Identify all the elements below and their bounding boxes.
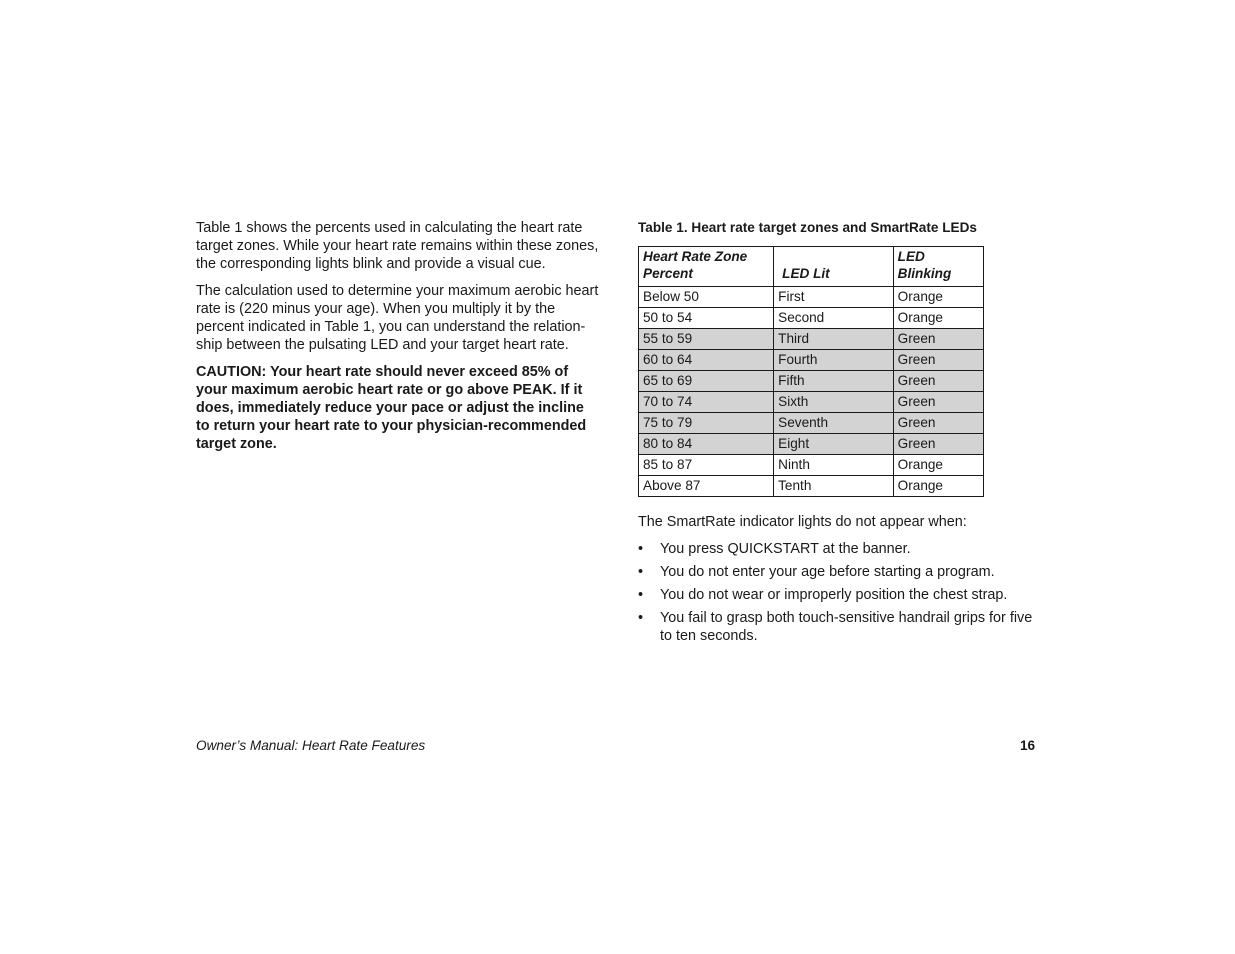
page-number: 16 [1020, 738, 1036, 753]
led-lit-cell: Fifth [774, 371, 894, 392]
led-lit-cell: Ninth [774, 455, 894, 476]
zone-cell: 70 to 74 [639, 392, 774, 413]
zone-cell: Below 50 [639, 287, 774, 308]
list-item-text: You fail to grasp both touch-sensitive handrail grips for five to ten seconds. [660, 610, 1033, 644]
zone-cell: 55 to 59 [639, 329, 774, 350]
list-item [638, 540, 1038, 558]
led-lit-cell: Second [774, 308, 894, 329]
led-lit-cell: First [774, 287, 894, 308]
led-blinking-cell: Green [893, 434, 983, 455]
zone-cell: Above 87 [639, 476, 774, 497]
led-blinking-cell: Green [893, 371, 983, 392]
led-lit-cell: Seventh [774, 413, 894, 434]
left-column [196, 219, 600, 462]
zone-cell: 50 to 54 [639, 308, 774, 329]
right-column [638, 219, 1038, 650]
table-row [639, 308, 984, 329]
led-lit-cell: Third [774, 329, 894, 350]
led-blinking-cell: Orange [893, 308, 983, 329]
led-lit-cell: Tenth [774, 476, 894, 497]
table-row [639, 413, 984, 434]
led-lit-cell: Sixth [774, 392, 894, 413]
table-body [639, 287, 984, 497]
intro-paragraph: Table 1 shows the percents used in calculating the heart rate target zones. While your heart rate remains within these zones, the corresponding lights blink and provide a visual cue. [196, 220, 599, 272]
heart-rate-table [638, 246, 984, 497]
led-blinking-cell: Green [893, 329, 983, 350]
list-item [638, 609, 1038, 645]
zone-cell: 85 to 87 [639, 455, 774, 476]
indicator-intro: The SmartRate indicator lights do not appear when: [638, 514, 967, 530]
led-blinking-cell: Green [893, 413, 983, 434]
led-blinking-cell: Orange [893, 287, 983, 308]
header-zone-line2: Percent [643, 266, 693, 281]
table-header-row [639, 247, 984, 287]
bullet-icon: • [638, 564, 644, 580]
led-blinking-cell: Green [893, 350, 983, 371]
led-blinking-cell: Orange [893, 476, 983, 497]
table-row [639, 287, 984, 308]
calculation-paragraph: The calculation used to determine your maximum aerobic heart rate is (220 minus your age). When you multiply it by the percent indicated in Table 1, you can understand the relation-ship between the pulsating LED and your target heart rate. [196, 283, 599, 353]
indicator-bullet-list [638, 540, 1038, 645]
header-led-blinking: LED Blinking [893, 247, 983, 287]
zone-cell: 65 to 69 [639, 371, 774, 392]
led-blinking-cell: Green [893, 392, 983, 413]
led-lit-cell: Fourth [774, 350, 894, 371]
footer-title: Owner’s Manual: Heart Rate Features [196, 738, 426, 753]
table-row [639, 476, 984, 497]
table-row [639, 392, 984, 413]
zone-cell: 60 to 64 [639, 350, 774, 371]
bullet-icon: • [638, 610, 644, 626]
bullet-icon: • [638, 587, 644, 603]
table-row [639, 434, 984, 455]
led-blinking-cell: Orange [893, 455, 983, 476]
table-row [639, 350, 984, 371]
header-led-lit: LED Lit [774, 247, 894, 287]
table-row [639, 371, 984, 392]
zone-cell: 75 to 79 [639, 413, 774, 434]
list-item-text: You do not enter your age before starting a program. [660, 564, 995, 580]
table-title: Table 1. Heart rate target zones and SmartRate LEDs [638, 220, 977, 235]
led-lit-cell: Eight [774, 434, 894, 455]
bullet-icon: • [638, 541, 644, 557]
header-zone-percent [639, 247, 774, 287]
caution-paragraph: CAUTION: Your heart rate should never exceed 85% of your maximum aerobic heart rate or go above PEAK. If it does, immediately reduce your pace or adjust the incline to return your heart rate to your physician-recommended target zone. [196, 364, 587, 452]
list-item-text: You press QUICKSTART at the banner. [660, 541, 911, 557]
list-item [638, 586, 1038, 604]
table-row [639, 455, 984, 476]
list-item-text: You do not wear or improperly position the chest strap. [660, 587, 1008, 603]
list-item [638, 563, 1038, 581]
table-row [639, 329, 984, 350]
zone-cell: 80 to 84 [639, 434, 774, 455]
header-zone-line1: Heart Rate Zone [643, 249, 748, 264]
